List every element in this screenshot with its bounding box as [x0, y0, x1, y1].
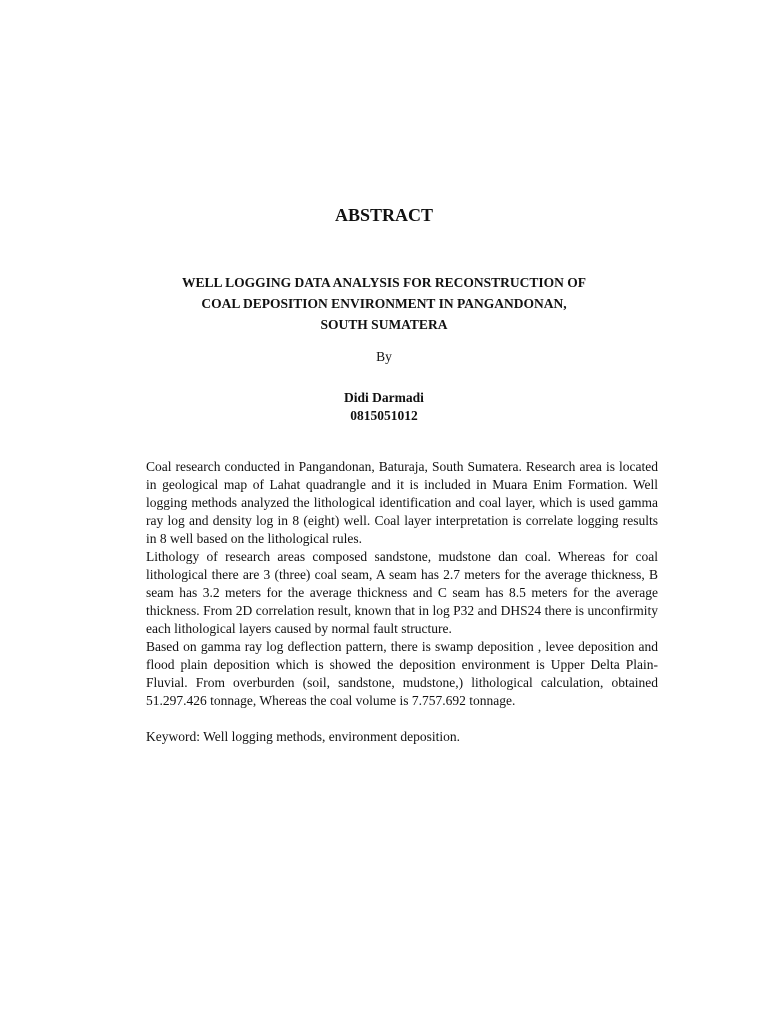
paper-title-line-1: WELL LOGGING DATA ANALYSIS FOR RECONSTRUCTION OF: [181, 275, 587, 290]
abstract-body: [146, 458, 658, 746]
author-name: Didi Darmadi: [344, 390, 424, 405]
paper-title-line-2: COAL DEPOSITION ENVIRONMENT IN PANGANDONAN,: [201, 296, 567, 311]
abstract-paragraph-1: Coal research conducted in Pangandonan, Baturaja, South Sumatera. Research area is located in geological map of Lahat quadrangle and it is included in Muara Enim Formation. Well logging methods analyzed the lithological identification and coal layer, which is used gamma ray log and density log in 8 (eight) well. Coal layer interpretation is correlate logging results in 8 well based on the lithological rules.: [146, 459, 658, 546]
abstract-paragraph-2: Lithology of research areas composed sandstone, mudstone dan coal. Whereas for coal lithological there are 3 (three) coal seam, A seam has 2.7 meters for the average thickness, B seam has 3.2 meters for the average thickness and C seam has 8.5 meters for the average thickness. From 2D correlation result, known that in log P32 and DHS24 there is unconfirmity each lithological layers caused by normal fault structure.: [146, 549, 658, 636]
keyword-line: Keyword: Well logging methods, environment deposition.: [146, 729, 461, 744]
paper-title: [0, 272, 768, 335]
paper-title-line-3: SOUTH SUMATERA: [320, 317, 448, 332]
abstract-paragraph-3: Based on gamma ray log deflection pattern, there is swamp deposition , levee deposition and flood plain deposition which is showed the deposition environment is Upper Delta Plain-Fluvial. From overburden (soil, sandstone, mudstone,) lithological calculation, obtained 51.297.426 tonnage, Whereas the coal volume is 7.757.692 tonnage.: [146, 639, 658, 708]
by-label: By: [376, 349, 392, 364]
author-id: 0815051012: [350, 408, 418, 423]
abstract-heading: ABSTRACT: [334, 205, 434, 225]
